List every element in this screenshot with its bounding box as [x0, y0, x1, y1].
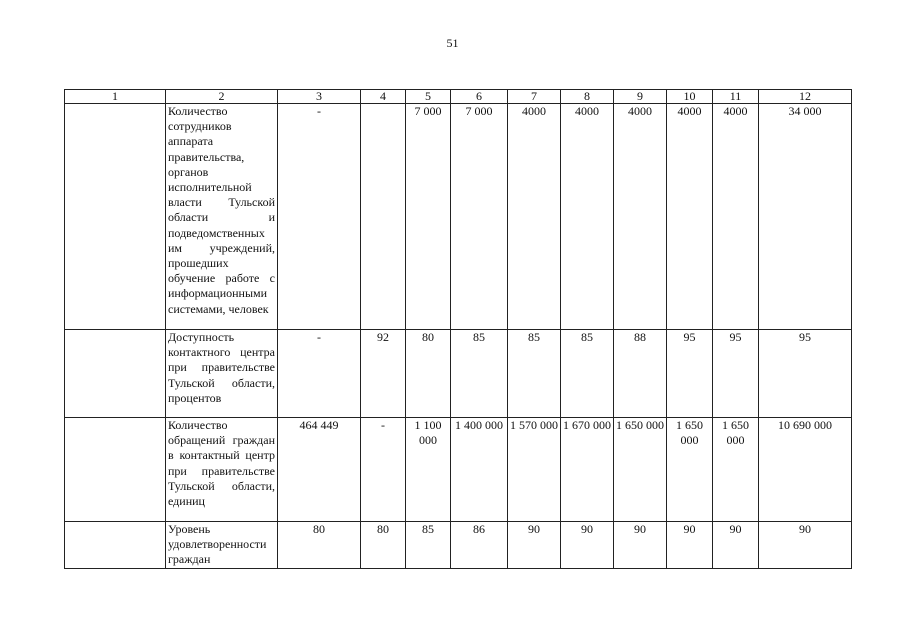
table-cell: 90: [508, 522, 561, 569]
table-cell: 85: [508, 330, 561, 418]
table-cell: 80: [278, 522, 361, 569]
header-row: [65, 90, 852, 104]
column-header-12: 12: [759, 90, 852, 104]
table-cell: -: [361, 418, 406, 522]
column-header-5: 5: [406, 90, 451, 104]
indicator-description: Количество сотрудников аппарата правительства, органов исполнительной власти Тульской области и подведомственных им учреждений, прошедших обучение работе с информационными системами, человек: [166, 104, 278, 330]
table-cell: 1 570 000: [508, 418, 561, 522]
column-header-4: 4: [361, 90, 406, 104]
table-cell: 4000: [561, 104, 614, 330]
table-cell: 7 000: [451, 104, 508, 330]
indicator-description: Доступность контактного центра при правительстве Тульской области, процентов: [166, 330, 278, 418]
table-cell: -: [278, 104, 361, 330]
table-cell: 90: [561, 522, 614, 569]
column-header-8: 8: [561, 90, 614, 104]
column-header-11: 11: [713, 90, 759, 104]
table-cell: [65, 330, 166, 418]
table-cell: 1 650 000: [713, 418, 759, 522]
table-cell: 7 000: [406, 104, 451, 330]
table-cell: 86: [451, 522, 508, 569]
table-cell: 80: [361, 522, 406, 569]
table-cell: 95: [667, 330, 713, 418]
table-cell-total: 34 000: [759, 104, 852, 330]
table-cell: 1 400 000: [451, 418, 508, 522]
table-cell: 88: [614, 330, 667, 418]
table-row: [65, 522, 852, 569]
table-row: [65, 418, 852, 522]
table-cell: 90: [713, 522, 759, 569]
table-cell: 85: [451, 330, 508, 418]
table-cell: 1 650 000: [667, 418, 713, 522]
table-cell: 90: [667, 522, 713, 569]
table-row: [65, 330, 852, 418]
table-cell: 1 650 000: [614, 418, 667, 522]
table-cell-total: 10 690 000: [759, 418, 852, 522]
indicator-description: Количество обращений граждан в контактный центр при правительстве Тульской области, единиц: [166, 418, 278, 522]
table-cell: 4000: [508, 104, 561, 330]
table-cell: 4000: [667, 104, 713, 330]
table-cell: 80: [406, 330, 451, 418]
table-cell: 90: [614, 522, 667, 569]
column-header-1: 1: [65, 90, 166, 104]
table-cell: [361, 104, 406, 330]
table-cell: [65, 522, 166, 569]
table-cell: 85: [561, 330, 614, 418]
column-header-6: 6: [451, 90, 508, 104]
column-header-9: 9: [614, 90, 667, 104]
table-cell: [65, 418, 166, 522]
table-cell-total: 90: [759, 522, 852, 569]
table-cell-total: 95: [759, 330, 852, 418]
indicators-table: [64, 89, 852, 569]
table-cell: 92: [361, 330, 406, 418]
column-header-10: 10: [667, 90, 713, 104]
table-row: [65, 104, 852, 330]
table-cell: -: [278, 330, 361, 418]
table-cell: [65, 104, 166, 330]
indicator-description: Уровень удовлетворенности граждан: [166, 522, 278, 569]
column-header-3: 3: [278, 90, 361, 104]
column-header-7: 7: [508, 90, 561, 104]
table-cell: 4000: [614, 104, 667, 330]
table-cell: 85: [406, 522, 451, 569]
table-cell: 1 100 000: [406, 418, 451, 522]
table-body: [65, 104, 852, 569]
column-header-2: 2: [166, 90, 278, 104]
table-cell: 4000: [713, 104, 759, 330]
table-header: [65, 90, 852, 104]
table-cell: 95: [713, 330, 759, 418]
table-cell: 464 449: [278, 418, 361, 522]
table-cell: 1 670 000: [561, 418, 614, 522]
page-number: 51: [446, 36, 459, 50]
